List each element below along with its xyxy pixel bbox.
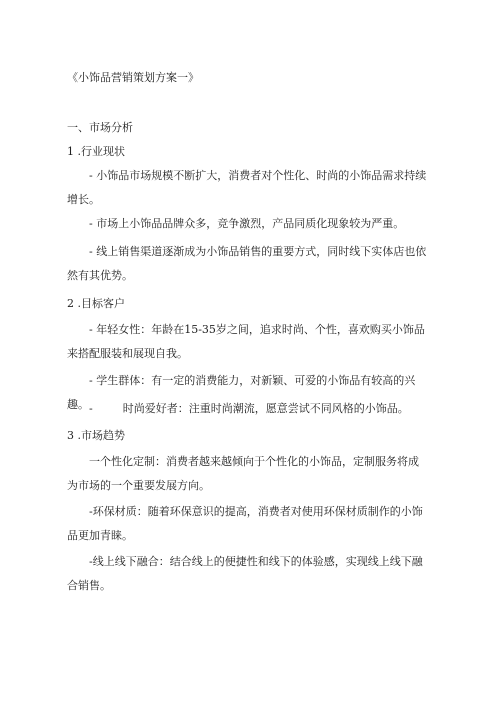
document-title: 《小饰品营销策划方案一》 bbox=[67, 71, 199, 84]
list-dash: - bbox=[89, 402, 93, 415]
subheading-industry-status: 1 .行业现状 bbox=[67, 145, 125, 158]
paragraph-industry-2: - 市场上小饰品品牌众多，竞争激烈，产品同质化现象较为严重。 bbox=[89, 217, 405, 230]
paragraph-customer-2: - 学生群体：有一定的消费能力，对新颖、可爱的小饰品有较高的兴趣。 bbox=[67, 374, 416, 411]
paragraph-customer-3 bbox=[67, 397, 427, 421]
paragraph-customer-3-text: 时尚爱好者：注重时尚潮流，愿意尝试不同风格的小饰品。 bbox=[122, 402, 409, 415]
subheading-market-trends: 3 .市场趋势 bbox=[67, 429, 125, 442]
paragraph-trend-1: 一个性化定制：消费者越来越倾向于个性化的小饰品，定制服务将成为市场的一个重要发展方向。 bbox=[67, 455, 419, 492]
paragraph-industry-3: - 线上销售渠道逐渐成为小饰品销售的重要方式，同时线下实体店也依然有其优势。 bbox=[67, 245, 427, 282]
paragraph-trend-3: -线上线下融合：结合线上的便捷性和线下的体验感，实现线上线下融合销售。 bbox=[67, 555, 423, 592]
paragraph-industry-1: - 小饰品市场规模不断扩大，消费者对个性化、时尚的小饰品需求持续增长。 bbox=[67, 169, 427, 206]
section-heading-market-analysis: 一、市场分析 bbox=[67, 121, 133, 134]
subheading-target-customers: 2 .目标客户 bbox=[67, 297, 125, 310]
paragraph-trend-2: -环保材质：随着环保意识的提高，消费者对使用环保材质制作的小饰品更加青睐。 bbox=[67, 505, 423, 542]
paragraph-customer-1: - 年轻女性：年龄在15-35岁之间，追求时尚、个性，喜欢购买小饰品来搭配服装和展现自我。 bbox=[67, 323, 425, 360]
